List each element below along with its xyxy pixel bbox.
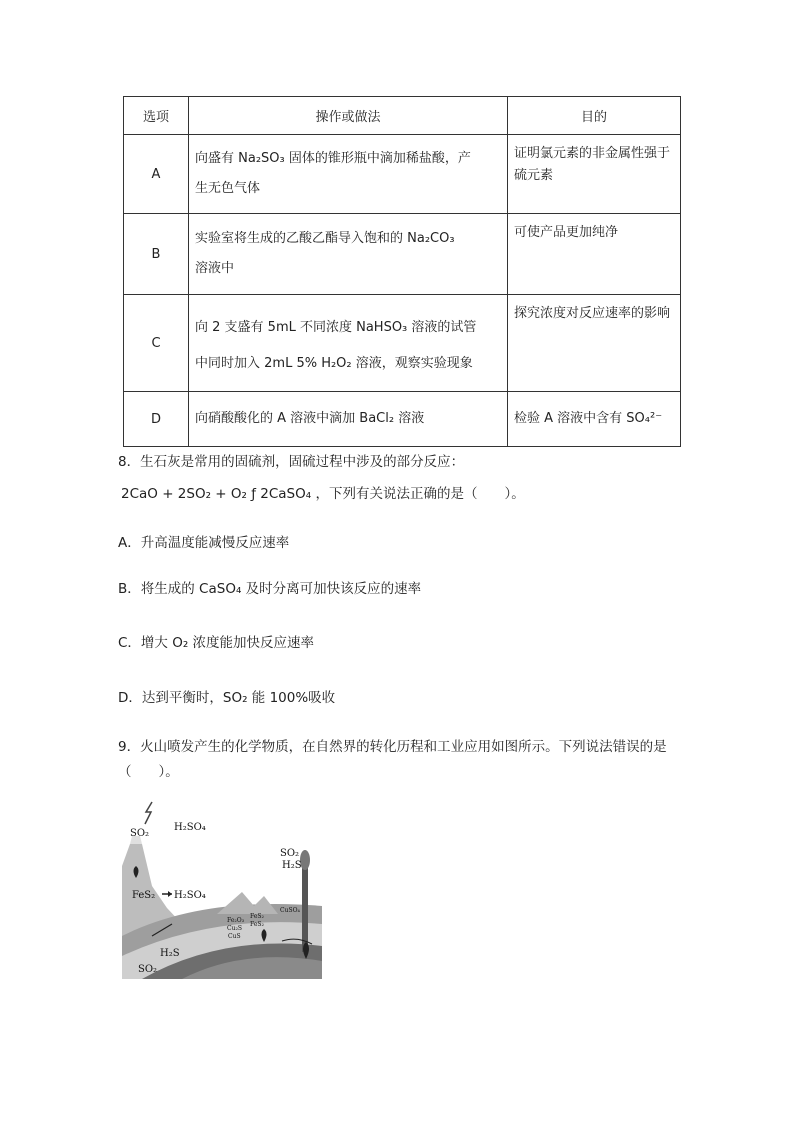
row-key: C <box>124 295 189 392</box>
fig-label-h2s-right: H₂S <box>282 860 302 871</box>
operation-line: 向 2 支盛有 5mL 不同浓度 NaHSO₃ 溶液的试管 <box>195 320 477 335</box>
options-table <box>123 96 681 447</box>
row-purpose <box>508 295 681 392</box>
fig-label-fes2-c: FeS₂ <box>250 921 264 928</box>
fig-label-cu2s: Cu₂S <box>227 925 242 932</box>
table-row <box>124 295 681 392</box>
table-row <box>124 135 681 214</box>
row-operation <box>189 214 508 295</box>
question-8-equation: 2CaO + 2SO₂ + O₂ ƒ 2CaSO₄ ，下列有关说法正确的是（ ）。 <box>121 486 525 502</box>
operation-line: 溶液中 <box>195 261 235 276</box>
row-key: D <box>124 392 189 447</box>
row-purpose <box>508 214 681 295</box>
row-key: B <box>124 214 189 295</box>
header-purpose: 目的 <box>508 97 681 135</box>
volcano-sulfur-cycle-figure <box>122 796 322 979</box>
purpose-line: 检验 A 溶液中含有 SO₄²⁻ <box>514 411 663 426</box>
header-operation: 操作或做法 <box>189 97 508 135</box>
purpose-line: 证明氯元素的非金属性强于 <box>514 146 671 161</box>
question-8-option-c: C．增大 O₂ 浓度能加快反应速率 <box>118 635 315 651</box>
operation-line: 中同时加入 2mL 5% H₂O₂ 溶液，观察实验现象 <box>195 356 473 371</box>
operation-line: 向硝酸酸化的 A 溶液中滴加 BaCl₂ 溶液 <box>195 411 425 426</box>
question-9-stem: 9．火山喷发产生的化学物质，在自然界的转化历程和工业应用如图所示。下列说法错误的是（ ）。 <box>118 739 667 780</box>
purpose-line: 探究浓度对反应速率的影响 <box>514 306 671 321</box>
question-8-option-a: A．升高温度能减慢反应速率 <box>118 535 290 551</box>
operation-line: 实验室将生成的乙酸乙酯导入饱和的 Na₂CO₃ <box>195 231 455 246</box>
row-operation <box>189 392 508 447</box>
row-purpose <box>508 392 681 447</box>
row-operation <box>189 295 508 392</box>
fig-label-h2so4-top: H₂SO₄ <box>174 822 206 833</box>
row-purpose <box>508 135 681 214</box>
question-8-option-b: B．将生成的 CaSO₄ 及时分离可加快该反应的速率 <box>118 581 422 597</box>
fig-label-cus: CuS <box>228 933 241 940</box>
fig-label-so2-low: SO₂ <box>138 964 158 975</box>
fig-label-cuso4: CuSO₄ <box>280 907 300 914</box>
purpose-line: 硫元素 <box>514 168 554 183</box>
header-option: 选项 <box>124 97 189 135</box>
fig-label-h2s-low: H₂S <box>160 948 180 959</box>
table-row <box>124 392 681 447</box>
operation-line: 生无色气体 <box>195 181 261 196</box>
question-8-option-d: D．达到平衡时，SO₂ 能 100%吸收 <box>118 690 336 706</box>
fig-label-fes2: FeS₂ <box>132 890 156 901</box>
fig-label-so2-right: SO₂ <box>280 848 300 859</box>
fig-label-fe2o3: Fe₂O₃ <box>227 917 245 924</box>
row-operation <box>189 135 508 214</box>
fig-label-h2so4-mid: H₂SO₄ <box>174 890 206 901</box>
operation-line: 向盛有 Na₂SO₃ 固体的锥形瓶中滴加稀盐酸，产 <box>195 151 471 166</box>
purpose-line: 可使产品更加纯净 <box>514 225 619 240</box>
figure-svg <box>122 796 322 979</box>
fig-label-so2-top: SO₂ <box>130 828 150 839</box>
table-row <box>124 214 681 295</box>
table-header-row <box>124 97 681 135</box>
row-key: A <box>124 135 189 214</box>
question-8-stem: 8．生石灰是常用的固硫剂，固硫过程中涉及的部分反应： <box>118 454 465 470</box>
fig-label-fes2-b: FeS₂ <box>250 913 264 920</box>
